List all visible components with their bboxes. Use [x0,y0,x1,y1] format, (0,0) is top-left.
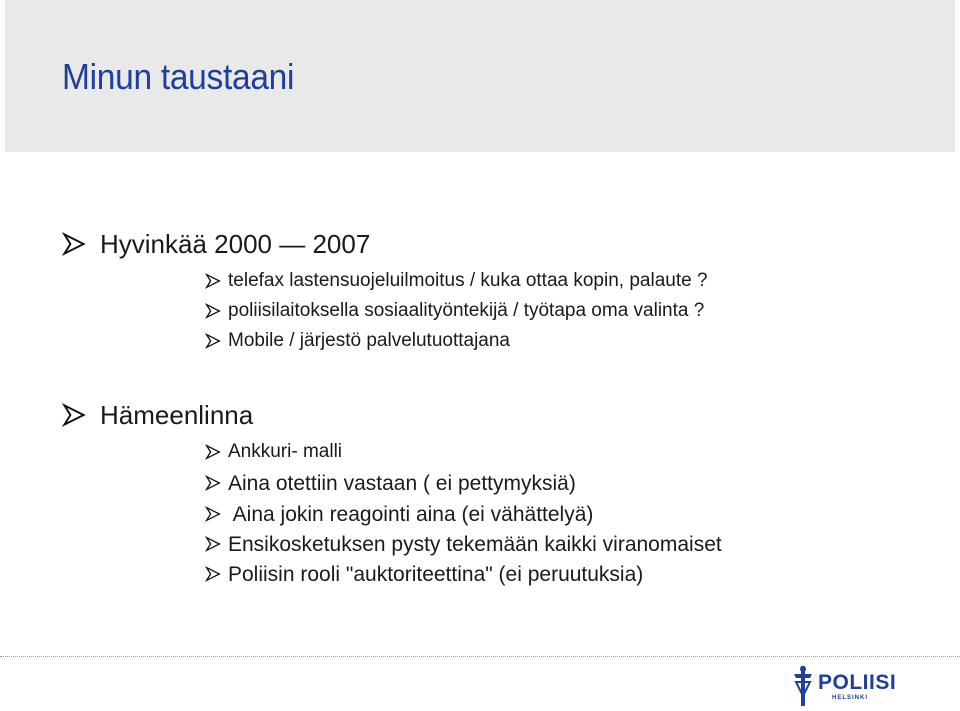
arrow-bullet-icon [62,402,86,428]
logo-subtitle: HELSINKI [832,695,869,701]
arrow-bullet-icon [205,272,221,290]
list-item-text: Aina jokin reagointi aina (ei vähättelyä) [228,503,594,526]
footer-divider [0,656,960,657]
list-item-text: Mobile / järjestö palvelutuottajana [228,330,511,351]
arrow-bullet-icon [205,474,221,492]
list-item-text: Ankkuri- malli [228,441,343,462]
arrow-bullet-icon [205,565,221,583]
police-emblem-icon [790,664,816,708]
arrow-bullet-icon [205,332,221,350]
list-item-text: Ensikosketuksen pysty tekemään kaikki viranomaiset [228,533,722,556]
arrow-bullet-icon [205,505,221,523]
list-item-text: poliisilaitoksella sosiaalityöntekijä / työtapa oma valinta ? [228,300,705,321]
poliisi-logo [788,664,898,708]
section-heading-text: Hämeenlinna [100,400,254,430]
slide-title: Minun taustaani [62,56,295,97]
arrow-bullet-icon [205,302,221,320]
list-item-text: telefax lastensuojeluilmoitus / kuka ottaa kopin, palaute ? [228,270,708,291]
arrow-bullet-icon [205,443,221,461]
arrow-bullet-icon [205,535,221,553]
list-item-text: Aina otettiin vastaan ( ei pettymyksiä) [228,472,576,495]
list-item-text: Poliisin rooli "auktoriteettina" (ei peruutuksia) [228,563,644,586]
section-heading-text: Hyvinkää 2000 — 2007 [100,229,371,259]
logo-name: POLIISI [818,671,897,694]
arrow-bullet-icon [62,231,86,257]
